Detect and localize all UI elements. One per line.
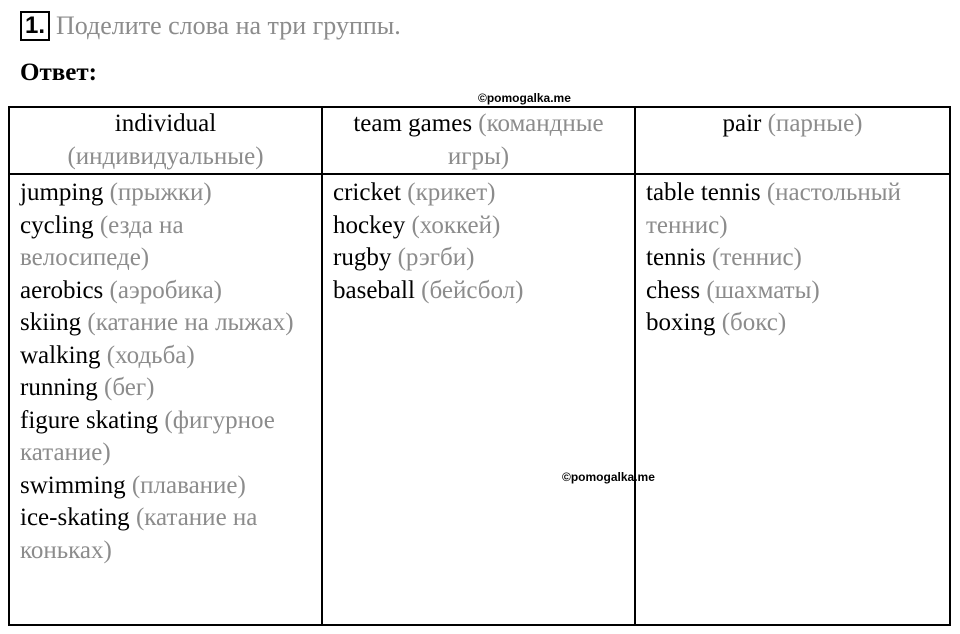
answer-label: Ответ:	[20, 59, 97, 86]
list-item: cricket (крикет)	[333, 179, 496, 206]
list-item: jumping (прыжки)	[20, 179, 212, 206]
watermark: ©pomogalka.me	[478, 91, 571, 105]
list-item: swimming (плавание)	[20, 471, 246, 499]
list-item: walking (ходьба)	[20, 341, 195, 369]
list-item: aerobics (аэробика)	[20, 276, 222, 304]
list-item: baseball (бейсбол)	[333, 276, 524, 304]
list-item: running (бег)	[20, 374, 155, 401]
header-ru: (парные)	[767, 110, 863, 137]
watermark: ©pomogalka.me	[562, 470, 655, 484]
list-item: hockey (хоккей)	[333, 211, 501, 239]
column-team-games	[322, 174, 635, 625]
list-item: rugby (рэгби)	[333, 244, 475, 271]
header-team-games	[322, 107, 635, 174]
header-en: pair	[722, 110, 762, 137]
list-item: cycling (езда на велосипеде)	[20, 211, 184, 271]
header-individual	[9, 107, 322, 174]
header-ru: (индивидуальные)	[67, 142, 264, 170]
task-number: 1.	[20, 11, 50, 41]
header-pair	[635, 107, 950, 174]
word-groups-table	[8, 106, 951, 626]
list-item: table tennis (настольный теннис)	[646, 179, 901, 239]
list-item: figure skating (фигурное катание)	[20, 406, 275, 466]
header-en: individual	[114, 110, 217, 137]
list-item: tennis (теннис)	[646, 244, 802, 271]
table-body-row	[9, 174, 950, 625]
task-text: Поделите слова на три группы.	[56, 11, 401, 40]
column-individual	[9, 174, 322, 625]
column-pair	[635, 174, 950, 625]
task-heading	[20, 9, 401, 43]
header-en: team games	[353, 110, 473, 137]
header-ru: (командные игры)	[447, 110, 604, 170]
list-item: ice-skating (катание на коньках)	[20, 504, 258, 564]
list-item: boxing (бокс)	[646, 309, 787, 336]
list-item: chess (шахматы)	[646, 276, 820, 304]
table-header-row	[9, 107, 950, 174]
list-item: skiing (катание на лыжах)	[20, 309, 294, 336]
